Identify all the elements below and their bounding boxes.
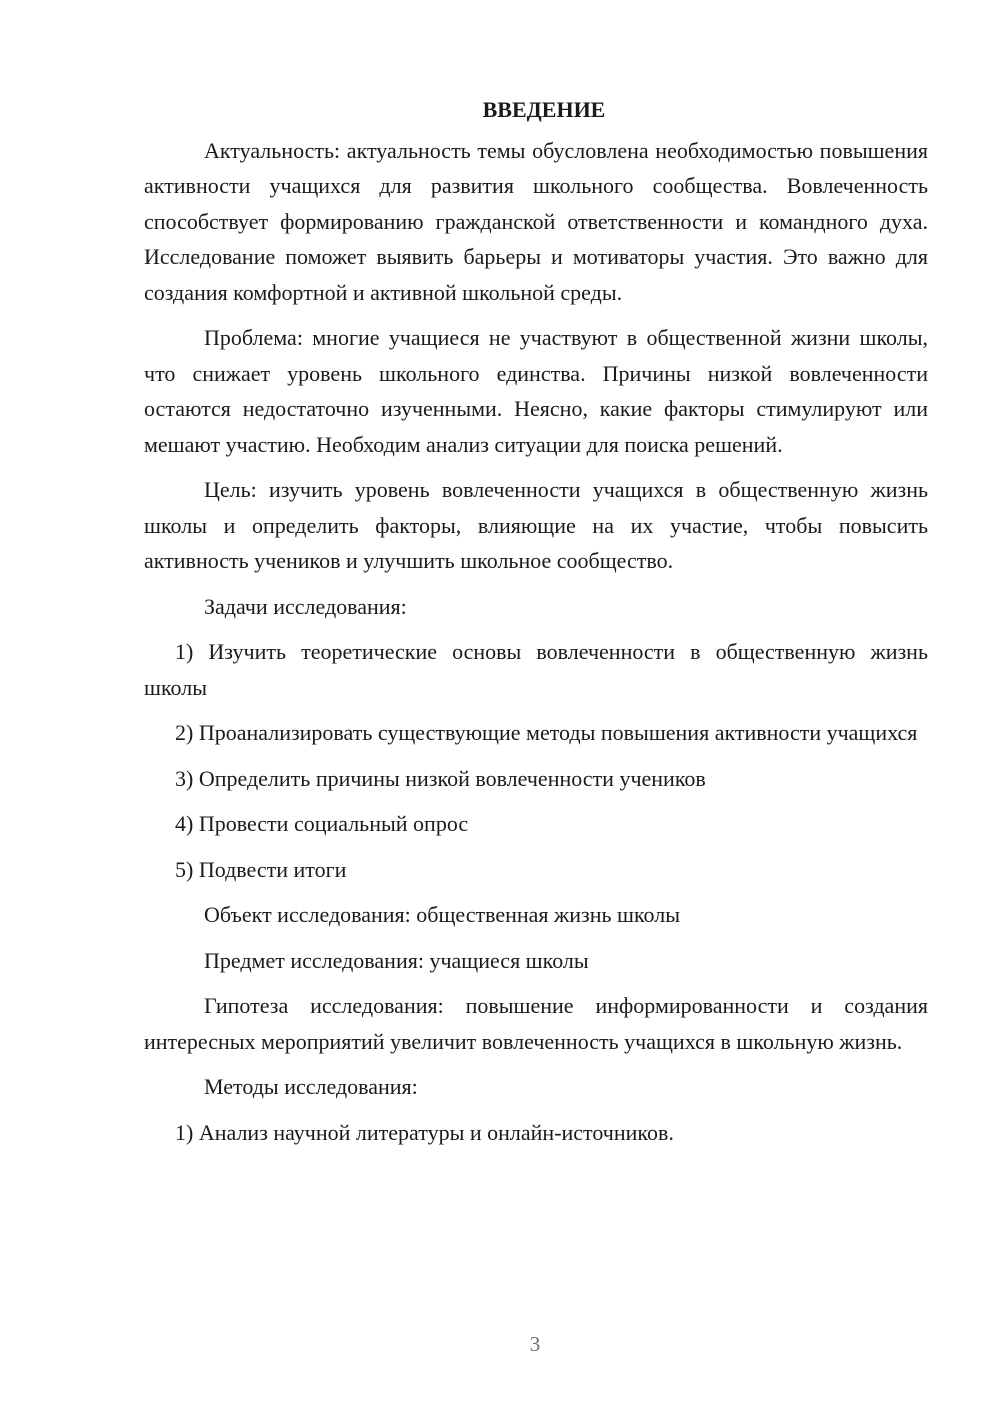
tasks-heading: Задачи исследования: (204, 593, 407, 619)
page-number: 3 (529, 1332, 541, 1356)
task-item: 5) Подвести итоги (175, 856, 347, 882)
problem-paragraph: Проблема: многие учащиеся не участвуют в общественной жизни школы, что снижает уровень школьного единства. Причины низкой вовлеченности остаются недостаточно изученными. Неясно, какие факторы стимулируют или мешают участию. Необходим анализ ситуации для поиска решений. (144, 325, 928, 457)
task-item: 4) Провести социальный опрос (175, 811, 469, 836)
subject-line: Предмет исследования: учащиеся школы (204, 947, 589, 973)
hypothesis-paragraph: Гипотеза исследования: повышение информированности и создания интересных мероприятий увеличит вовлеченность учащихся в школьную жизнь. (144, 993, 928, 1054)
goal-paragraph: Цель: изучить уровень вовлеченности учащихся в общественную жизнь школы и определить факторы, влияющие на их участие, чтобы повысить активность учеников и улучшить школьное сообщество. (144, 477, 928, 573)
method-item: 1) Анализ научной литературы и онлайн-источников. (175, 1119, 674, 1145)
task-item: 3) Определить причины низкой вовлеченности учеников (175, 765, 706, 791)
task-item: 1) Изучить теоретические основы вовлеченности в общественную жизнь школы (144, 639, 928, 700)
task-item: 2) Проанализировать существующие методы повышения активности учащихся (175, 720, 918, 745)
object-line: Объект исследования: общественная жизнь школы (204, 902, 681, 927)
page-title: ВВЕДЕНИЕ (482, 97, 606, 122)
document-page (144, 92, 928, 1160)
methods-heading: Методы исследования: (204, 1074, 418, 1099)
relevance-paragraph: Актуальность: актуальность темы обусловлена необходимостью повышения активности учащихся для развития школьного сообщества. Вовлеченность способствует формированию гражданской ответственности и командного духа. Исследование поможет выявить барьеры и мотиваторы участия. Это важно для создания комфортной и активной школьной среды. (144, 137, 928, 305)
